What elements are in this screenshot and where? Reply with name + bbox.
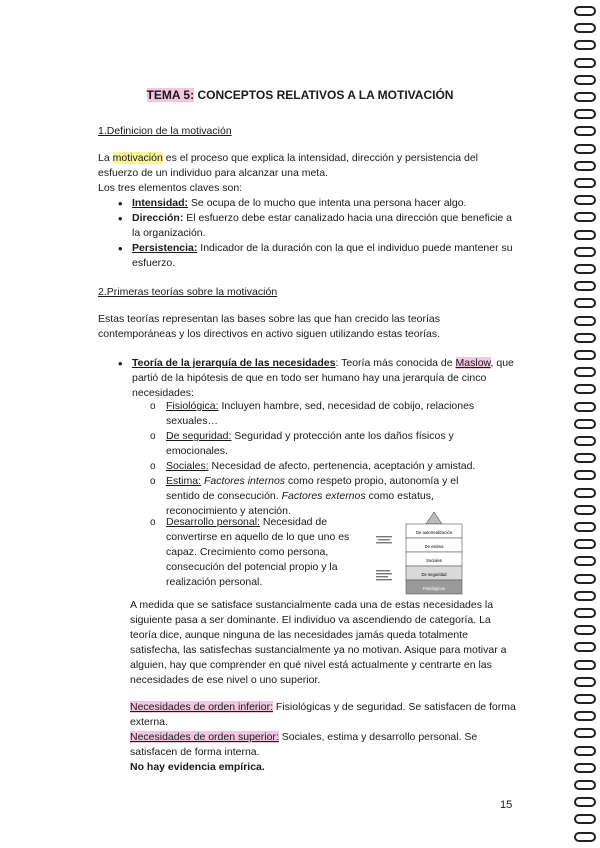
list-item: o Fisiológica: Incluyen hambre, sed, necesidad de cobijo, relaciones sexuales… — [148, 399, 490, 429]
binding-ring — [574, 58, 596, 68]
binding-ring — [574, 367, 596, 377]
pyramid-label-3: Sociales — [426, 558, 442, 563]
higher-order-needs: Necesidades de orden superior: Sociales, estima y desarrollo personal. Se satisfacen de forma interna. — [130, 731, 478, 758]
binding-ring — [574, 660, 596, 670]
section-2-heading: 2.Primeras teorías sobre la motivación — [98, 286, 278, 298]
elements-list — [116, 196, 514, 271]
title-number: TEMA 5: — [146, 88, 195, 102]
closing-statement: No hay evidencia empírica. — [130, 761, 265, 773]
binding-ring — [574, 281, 596, 291]
maslow-pyramid-figure — [372, 510, 496, 596]
binding-ring — [574, 625, 596, 635]
lower-order-needs: Necesidades de orden inferior: Fisiológicas y de seguridad. Se satisfacen de forma externa. — [130, 701, 516, 728]
list-item: • Teoría de la jerarquía de las necesidades: Teoría más conocida de Maslow, que partió de la hipótesis de que en todo ser humano hay una jerarquía de cinco necesidades: — [116, 356, 518, 401]
binding-ring — [574, 384, 596, 394]
section-1-heading: 1.Definicion de la motivación — [98, 125, 232, 137]
spiral-binding — [574, 0, 600, 848]
keyword-motivacion: motivación — [112, 152, 163, 164]
binding-ring — [574, 746, 596, 756]
binding-ring — [574, 763, 596, 773]
pyramid-apex — [426, 512, 442, 524]
binding-ring — [574, 608, 596, 618]
binding-ring — [574, 797, 596, 807]
pyramid-label-2: De estima — [424, 544, 444, 549]
binding-ring — [574, 436, 596, 446]
section-1-elements-intro: Los tres elementos claves son: — [98, 182, 243, 194]
section-2-intro: Estas teorías representan las bases sobre las que han crecido las teorías contemporáneas y los directivos en activo siguen utilizando estas teorías. — [98, 313, 441, 340]
binding-ring — [574, 642, 596, 652]
list-item: o De seguridad: Seguridad y protección ante los daños físicos y emocionales. — [148, 429, 490, 459]
binding-ring — [574, 470, 596, 480]
binding-ring — [574, 591, 596, 601]
binding-ring — [574, 694, 596, 704]
binding-ring — [574, 814, 596, 824]
binding-ring — [574, 247, 596, 257]
binding-ring — [574, 109, 596, 119]
binding-ring — [574, 178, 596, 188]
binding-ring — [574, 126, 596, 136]
binding-ring — [574, 350, 596, 360]
binding-ring — [574, 195, 596, 205]
binding-ring — [574, 488, 596, 498]
list-item: o Estima: Factores internos como respeto propio, autonomía y el sentido de consecución. Factores externos como estatus, reconocimiento y atención. — [148, 474, 490, 519]
pyramid-label-4: De seguridad — [421, 572, 447, 577]
theory-list — [116, 356, 518, 401]
binding-ring — [574, 92, 596, 102]
binding-ring — [574, 75, 596, 85]
binding-ring — [574, 264, 596, 274]
page-number: 15 — [500, 799, 513, 811]
binding-ring — [574, 23, 596, 33]
binding-ring — [574, 298, 596, 308]
binding-ring — [574, 419, 596, 429]
hierarchy-explanation: A medida que se satisface sustancialmente cada una de estas necesidades la siguiente pasa a ser dominante. El individuo va ascendiendo de categoría. La teoría dice, aunque ninguna de las necesidades jamás queda totalmente satisfecha, las satisfechas sustancialmente ya no motivan. Asique para motivar a alguien, hay que comprender en qué nivel está actualmente y centrarte en las necesidades de ese nivel o uno superior. — [130, 599, 507, 686]
title-text: CONCEPTOS RELATIVOS A LA MOTIVACIÓN — [197, 88, 454, 102]
pyramid-side-notes — [376, 536, 392, 580]
binding-ring — [574, 144, 596, 154]
binding-ring — [574, 230, 596, 240]
binding-ring — [574, 711, 596, 721]
binding-ring — [574, 402, 596, 412]
binding-ring — [574, 832, 596, 842]
list-item: • Persistencia: Indicador de la duración con la que el individuo puede mantener su esfuerzo. — [116, 241, 514, 271]
list-item: o Sociales: Necesidad de afecto, pertenencia, aceptación y amistad. — [148, 459, 490, 474]
binding-ring — [574, 780, 596, 790]
binding-ring — [574, 728, 596, 738]
needs-list — [148, 399, 490, 519]
binding-ring — [574, 6, 596, 16]
binding-ring — [574, 161, 596, 171]
list-item: • Intensidad: Se ocupa de lo mucho que intenta una persona hacer algo. — [116, 196, 514, 211]
pyramid-label-1: De autorrealización — [415, 530, 453, 535]
binding-ring — [574, 522, 596, 532]
binding-ring — [574, 574, 596, 584]
section-1-paragraph: La motivación es el proceso que explica la intensidad, dirección y persistencia del esfuerzo de un individuo para alcanzar una meta. — [98, 152, 478, 179]
list-item: • Dirección: El esfuerzo debe estar canalizado hacia una dirección que beneficie a la organización. — [116, 211, 514, 241]
pyramid-label-5: Fisiológicas — [423, 586, 445, 591]
binding-ring — [574, 556, 596, 566]
page-title — [0, 88, 600, 103]
binding-ring — [574, 212, 596, 222]
binding-ring — [574, 677, 596, 687]
binding-ring — [574, 316, 596, 326]
needs-list-last — [148, 515, 368, 590]
binding-ring — [574, 333, 596, 343]
list-item: o Desarrollo personal: Necesidad de convertirse en aquello de lo que uno es capaz. Crecimiento como persona, consecución del potencial propio y la realización personal. — [148, 515, 368, 590]
binding-ring — [574, 40, 596, 50]
binding-ring — [574, 539, 596, 549]
binding-ring — [574, 453, 596, 463]
binding-ring — [574, 505, 596, 515]
